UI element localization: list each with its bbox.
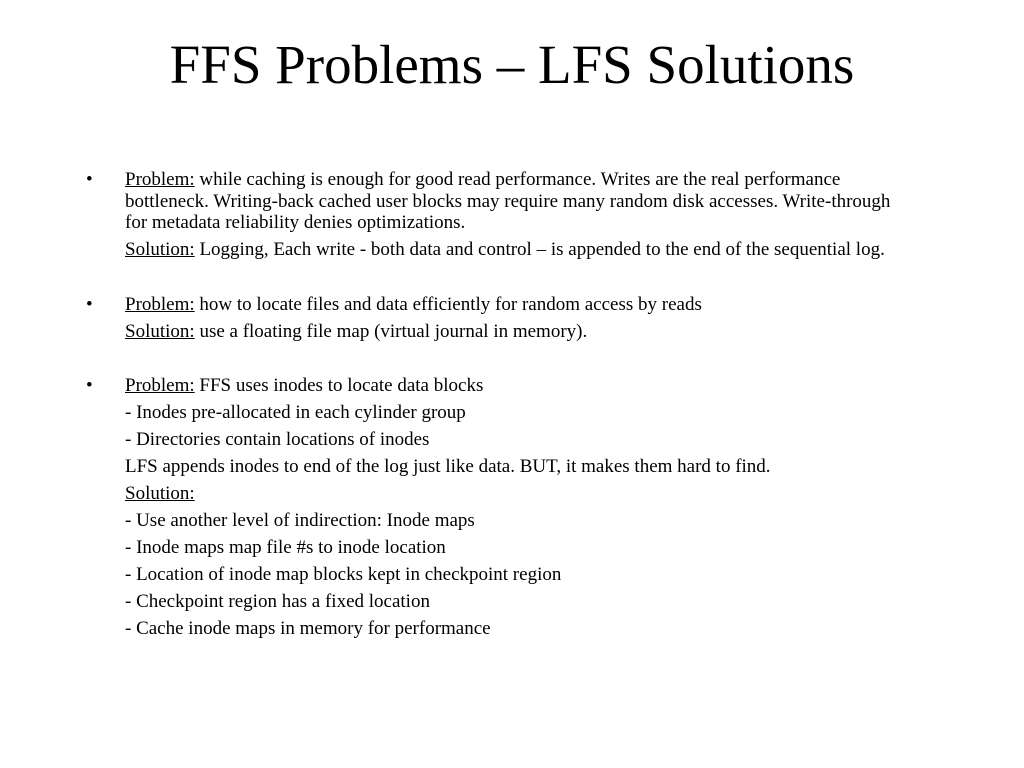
detail-text: LFS appends inodes to end of the log just like data. BUT, it makes them hard to find. bbox=[125, 456, 771, 477]
solution-text: Logging, Each write - both data and control – is appended to the end of the sequential log. bbox=[194, 239, 885, 260]
solution-paragraph bbox=[125, 483, 913, 505]
problem-text: while caching is enough for good read performance. Writes are the real performance bottleneck. Writing-back cached user blocks may require many random disk accesses. Write-through for metadata reliability denies optimizations. bbox=[125, 169, 891, 233]
detail-line bbox=[125, 564, 913, 586]
problem-paragraph bbox=[125, 375, 913, 397]
bullet-spacer bbox=[113, 261, 913, 294]
bullet-spacer bbox=[113, 342, 913, 375]
bullet-item bbox=[86, 169, 913, 261]
detail-line bbox=[125, 402, 913, 424]
detail-line bbox=[125, 591, 913, 613]
bullet-item bbox=[86, 375, 913, 640]
slide-title: FFS Problems – LFS Solutions bbox=[169, 34, 855, 95]
detail-text: - Inodes pre-allocated in each cylinder group bbox=[125, 402, 466, 423]
detail-line bbox=[125, 618, 913, 640]
detail-text: - Location of inode map blocks kept in checkpoint region bbox=[125, 564, 562, 585]
problem-label: Problem: bbox=[125, 293, 195, 315]
detail-text: - Use another level of indirection: Inode maps bbox=[125, 510, 475, 531]
detail-text: - Checkpoint region has a fixed location bbox=[125, 591, 430, 612]
bullet-marker: • bbox=[86, 293, 93, 315]
solution-label: Solution: bbox=[125, 239, 195, 260]
bullet-marker: • bbox=[86, 375, 93, 396]
detail-line bbox=[125, 510, 913, 532]
problem-text: FFS uses inodes to locate data blocks bbox=[194, 375, 484, 396]
detail-text: - Cache inode maps in memory for performance bbox=[125, 618, 491, 639]
solution-paragraph bbox=[125, 321, 913, 343]
detail-line bbox=[125, 537, 913, 559]
problem-label: Problem: bbox=[125, 169, 195, 190]
solution-label: Solution: bbox=[125, 320, 195, 342]
bullet-item bbox=[86, 293, 913, 343]
solution-paragraph bbox=[125, 239, 913, 261]
solution-text: use a floating file map (virtual journal in memory). bbox=[194, 320, 588, 342]
detail-line bbox=[125, 429, 913, 451]
detail-text: - Inode maps map file #s to inode location bbox=[125, 537, 446, 558]
slide-body bbox=[86, 169, 913, 640]
detail-line bbox=[125, 456, 913, 478]
problem-paragraph bbox=[125, 294, 913, 316]
bullet-marker: • bbox=[86, 169, 93, 190]
problem-label: Problem: bbox=[125, 375, 195, 396]
detail-text: - Directories contain locations of inodes bbox=[125, 429, 430, 450]
problem-paragraph bbox=[125, 169, 913, 234]
problem-text: how to locate files and data efficiently for random access by reads bbox=[194, 293, 702, 315]
solution-label: Solution: bbox=[125, 483, 195, 504]
